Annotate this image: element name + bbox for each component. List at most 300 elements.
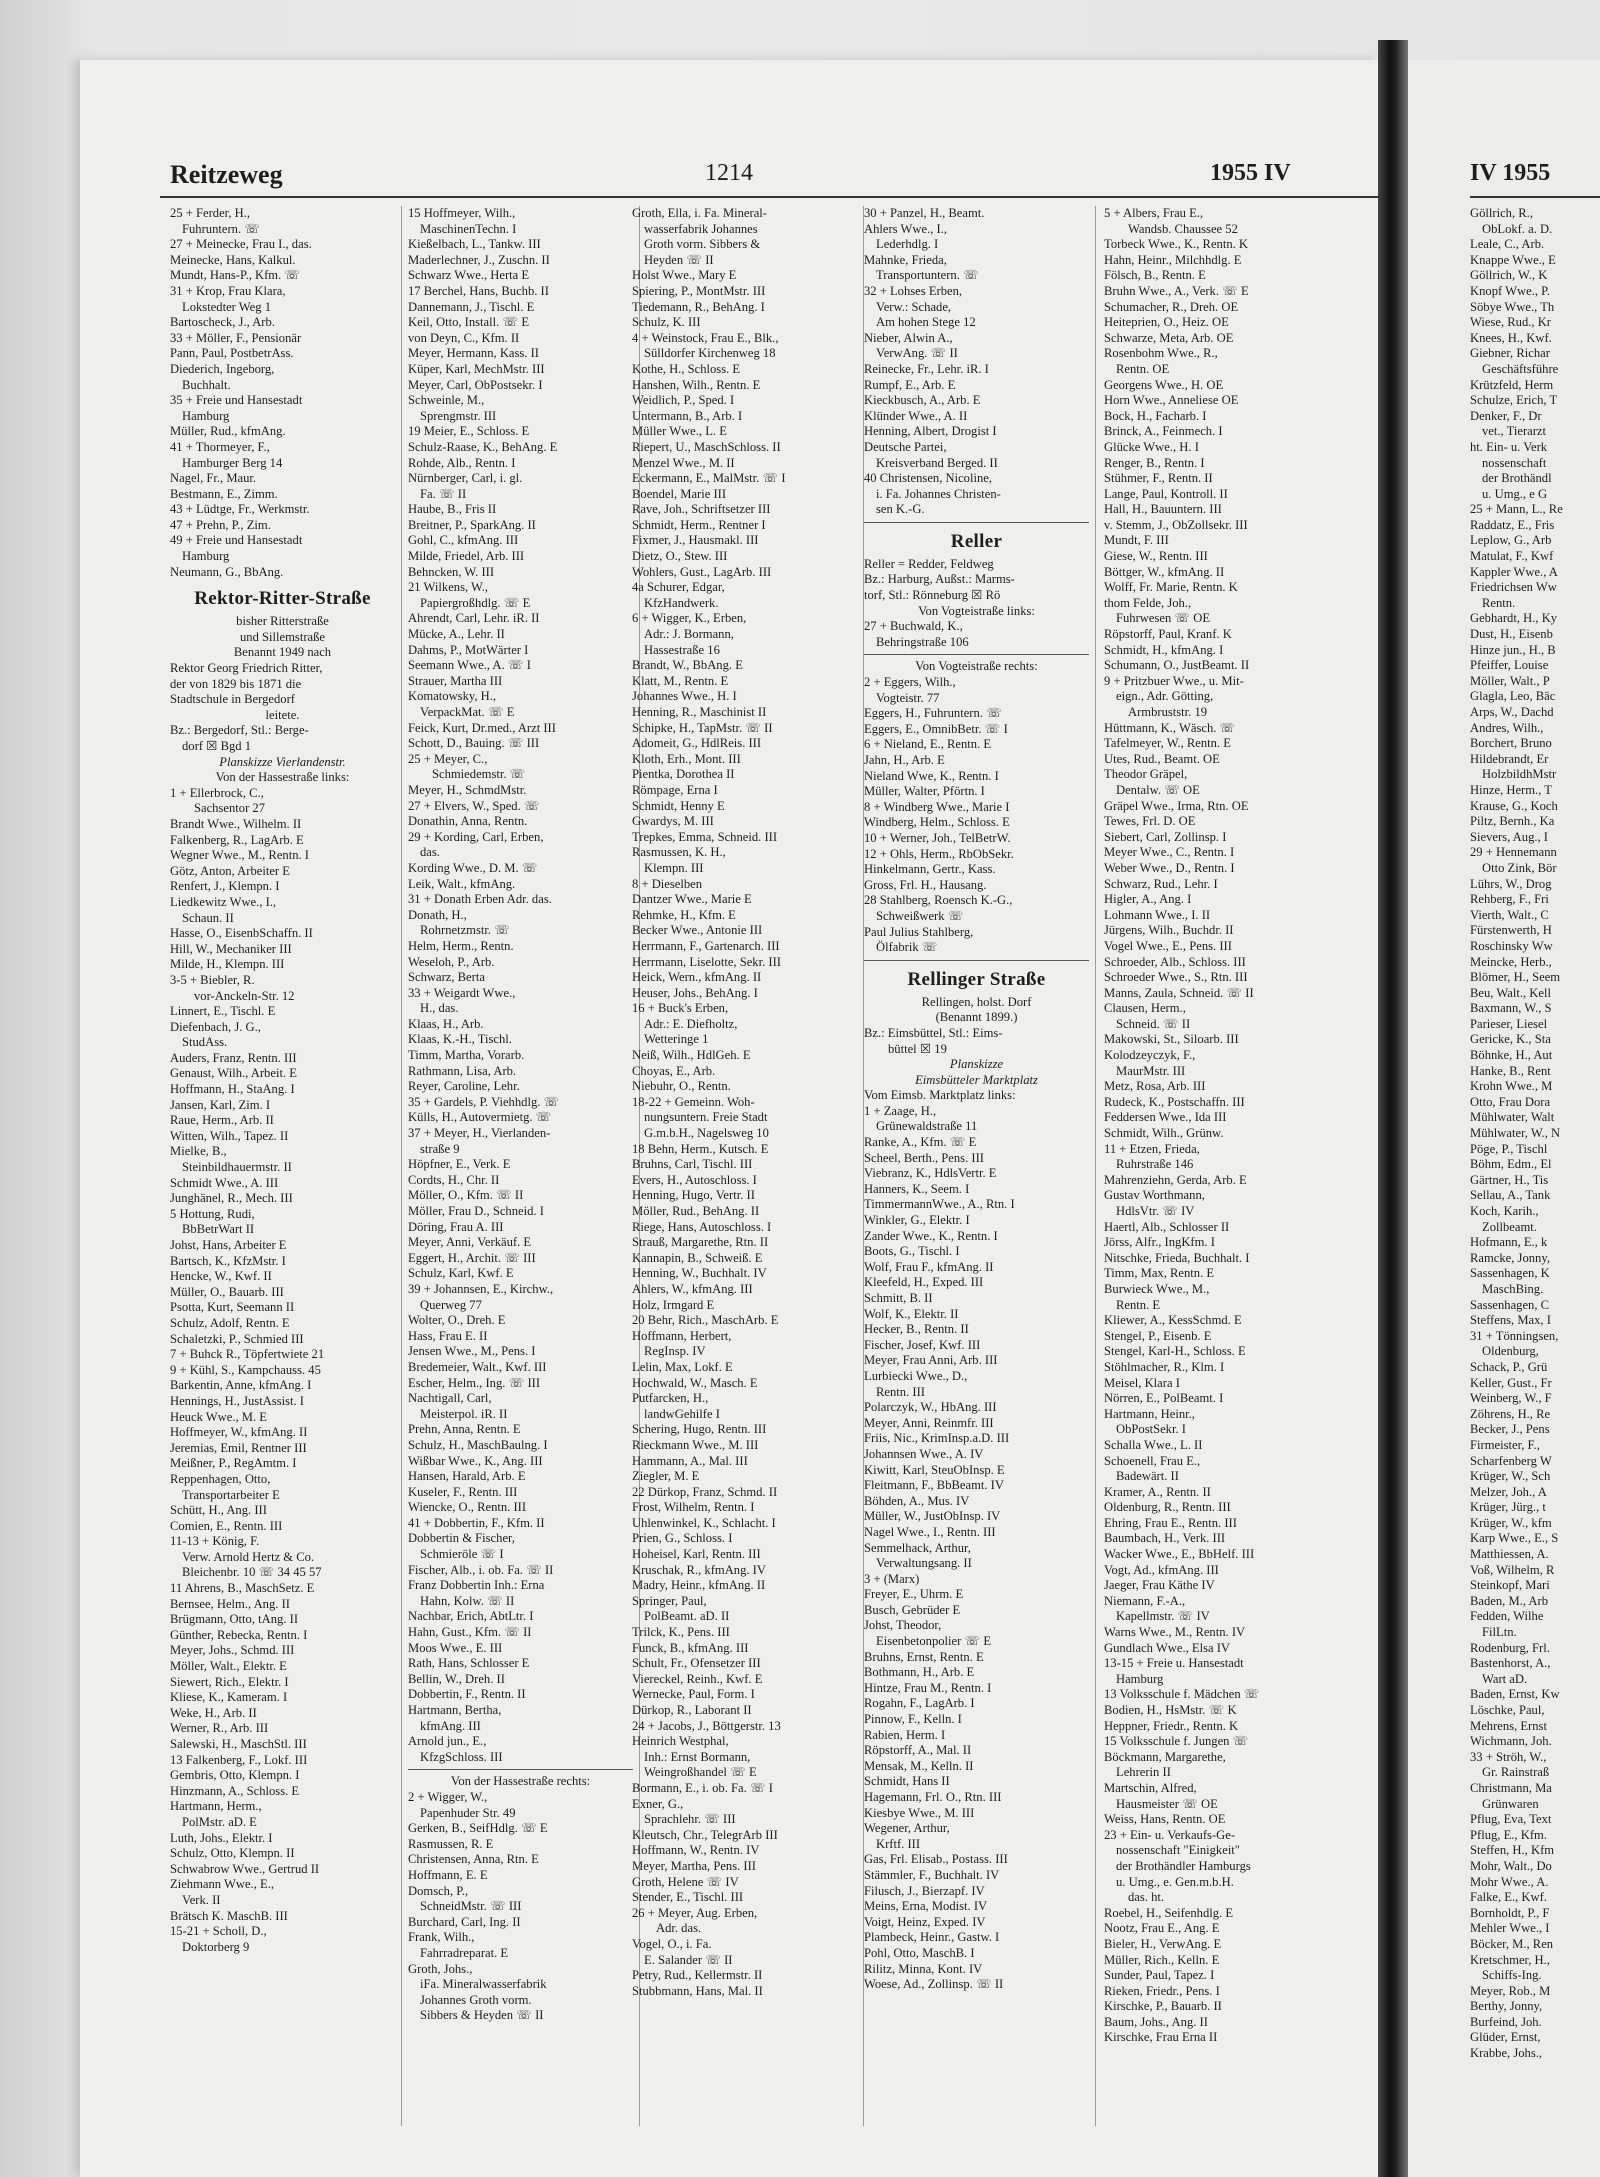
directory-entry: Klaas, K.-H., Tischl. [408, 1032, 512, 1047]
directory-entry: Ziehmann Wwe., E., [170, 1877, 274, 1892]
street-heading: Rektor-Ritter-Straße [194, 588, 371, 610]
directory-entry: Rieken, Friedr., Pens. I [1104, 1983, 1220, 1998]
directory-entry: 15 Hoffmeyer, Wilh., [408, 206, 516, 220]
directory-entry: Niemann, F.-A., [1104, 1593, 1186, 1608]
directory-entry: 40 Christensen, Nicoline, [864, 471, 993, 486]
directory-entry: Schmidt, Hans II [864, 1774, 950, 1789]
directory-entry: Warns Wwe., M., Rentn. IV [1104, 1625, 1246, 1640]
directory-entry: Pann, Paul, PostbetrAss. [170, 346, 294, 361]
directory-entry: Krüger, W., Sch [1470, 1469, 1551, 1484]
directory-entry: Dannemann, J., Tischl. E [408, 299, 535, 314]
directory-entry: Rohde, Alb., Rentn. I [408, 455, 516, 470]
directory-entry: 11-13 + König, F. [170, 1534, 260, 1549]
directory-entry: Schulz, Karl, Kwf. E [408, 1266, 514, 1281]
directory-entry: Verk. II [182, 1892, 221, 1907]
directory-entry: VerwAng. ☏ II [876, 346, 958, 361]
directory-entry: Müller, Rich., Kelln. E [1104, 1952, 1220, 1967]
directory-entry: sen K.-G. [876, 502, 925, 517]
directory-entry: Junghänel, R., Mech. III [170, 1191, 293, 1206]
directory-entry: Freyer, E., Uhrm. E [864, 1587, 964, 1602]
directory-entry: Benannt 1949 nach [233, 645, 332, 660]
directory-entry: Söbye Wwe., Th [1470, 299, 1555, 314]
directory-entry: Sunder, Paul, Tapez. I [1104, 1968, 1215, 1983]
directory-entry: 19 Meier, E., Schloss. E [408, 424, 530, 439]
directory-entry: Helm, Herm., Rentn. [408, 938, 514, 953]
directory-entry: Horn Wwe., Anneliese OE [1104, 393, 1239, 408]
directory-entry: Baum, Johs., Ang. II [1104, 2014, 1208, 2029]
directory-entry: Trepkes, Emma, Schneid. III [632, 829, 778, 844]
directory-entry: Piltz, Bernh., Ka [1470, 814, 1555, 829]
directory-entry: Breitner, P., SparkAng. II [408, 517, 536, 532]
directory-entry: Paul Julius Stahlberg, [864, 924, 974, 939]
directory-entry: Windberg, Helm., Schloss. E [864, 815, 1010, 830]
directory-entry: Schwarz, Berta [408, 970, 485, 985]
directory-entry: Baumbach, H., Verk. III [1104, 1531, 1226, 1546]
directory-entry: Göllrich, W., K [1470, 268, 1548, 283]
directory-entry: 22 Dürkop, Franz, Schmd. II [632, 1484, 778, 1499]
directory-entry: 7 + Buhck R., Töpfertwiete 21 [170, 1347, 325, 1362]
directory-entry: Glüder, Ernst, [1470, 2030, 1541, 2045]
directory-entry: Weber Wwe., D., Rentn. I [1104, 860, 1235, 875]
directory-entry: Riege, Hans, Autoschloss. I [632, 1219, 772, 1234]
directory-entry: Buchhalt. [182, 377, 231, 392]
directory-entry: Dobbertin, F., Rentn. II [408, 1687, 526, 1702]
directory-entry: Bz.: Bergedorf, Stl.: Berge- [170, 723, 309, 738]
directory-entry: Gerken, B., SeifHdlg. ☏ E [408, 1821, 548, 1836]
directory-entry: 13 Falkenberg, F., Lokf. III [170, 1752, 308, 1767]
directory-entry: Lange, Paul, Kontroll. II [1104, 486, 1228, 501]
directory-entry: 28 Stahlberg, Roensch K.-G., [864, 893, 1013, 908]
directory-entry: Müller, W., JustObInsp. IV [864, 1509, 1001, 1524]
directory-entry: Ranke, A., Kfm. ☏ E [864, 1135, 977, 1150]
directory-entry: 6 + Wigger, K., Erben, [632, 611, 747, 626]
directory-entry: Frost, Wilhelm, Rentn. I [632, 1500, 755, 1515]
directory-entry: Stubbmann, Hans, Mal. II [632, 1983, 763, 1998]
directory-entry: Steinbildhauermstr. II [182, 1160, 292, 1175]
directory-entry: Otto Zink, Bör [1482, 860, 1557, 875]
directory-entry: Fürstenwerth, H [1470, 923, 1552, 938]
directory-entry: Meyer, Anni, Reinmfr. III [864, 1415, 994, 1430]
directory-entry: Eimsbütteler Marktplatz [915, 1072, 1038, 1087]
directory-entry: vor-Anckeln-Str. 12 [194, 988, 295, 1003]
directory-entry: Hochwald, W., Masch. E [632, 1375, 758, 1390]
directory-entry: Hall, H., Bauuntern. III [1104, 502, 1222, 517]
directory-entry: Nachtigall, Carl, [408, 1391, 492, 1406]
directory-entry: Lelin, Max, Lokf. E [632, 1359, 733, 1374]
directory-entry: Eckermann, E., MalMstr. ☏ I [632, 471, 786, 486]
directory-entry: BbBetrWart II [182, 1222, 255, 1237]
directory-entry: TimmermannWwe., A., Rtn. I [864, 1197, 1015, 1212]
directory-entry: Hartmann, Herm., [170, 1799, 262, 1814]
directory-entry: Schulz, K. III [632, 315, 701, 330]
directory-entry: Rodenburg, Frl. [1470, 1640, 1550, 1655]
directory-entry: H., das. [420, 1001, 459, 1016]
directory-entry: Friis, Nic., KrimInsp.a.D. III [864, 1431, 1010, 1446]
directory-entry: Siebert, Carl, Zollinsp. I [1104, 829, 1227, 844]
directory-entry: 43 + Lüdtge, Fr., Werkmstr. [170, 502, 310, 517]
directory-entry: Henning, W., Buchhalt. IV [632, 1266, 767, 1281]
directory-entry: Bock, H., Facharb. I [1104, 408, 1207, 423]
directory-entry: Schaletzki, P., Schmied III [170, 1331, 304, 1346]
directory-entry: Meyer, Anni, Verkäuf. E [408, 1235, 532, 1250]
directory-entry: Bruhns, Carl, Tischl. III [632, 1157, 753, 1172]
directory-entry: Hanke, B., Rent [1470, 1063, 1551, 1078]
directory-entry: Herrmann, Liselotte, Sekr. III [632, 954, 781, 969]
directory-entry: Pohl, Otto, MaschB. I [864, 1945, 975, 1960]
directory-entry: Clausen, Herm., [1104, 1001, 1186, 1016]
directory-entry: 35 + Freie und Hansestadt [170, 393, 303, 408]
directory-entry: Mohr Wwe., A. [1470, 1874, 1549, 1889]
directory-entry: Ramcke, Jonny, [1470, 1250, 1550, 1265]
directory-entry: thom Felde, Joh., [1104, 595, 1192, 610]
directory-entry: Schumann, O., JustBeamt. II [1104, 658, 1250, 673]
street-heading: Reller [950, 530, 1003, 552]
directory-entry: Meyer, Hermann, Kass. II [408, 346, 539, 361]
directory-entry: Kothe, H., Schloss. E [632, 361, 741, 376]
directory-entry: v. Stemm, J., ObZollsekr. III [1104, 517, 1248, 532]
directory-entry: Manns, Zaula, Schneid. ☏ II [1104, 985, 1254, 1000]
directory-entry: Torbeck Wwe., K., Rentn. K [1104, 237, 1249, 252]
directory-entry: 18 Behn, Herm., Kutsch. E [632, 1141, 769, 1156]
directory-entry: 8 + Dieselben [632, 876, 703, 891]
directory-entry: Rentn. [1482, 595, 1516, 610]
directory-entry: Mahrenziehn, Gerda, Arb. E [1104, 1172, 1247, 1187]
directory-entry: Möller, Walt., P [1470, 673, 1550, 688]
directory-entry: 31 + Krop, Frau Klara, [170, 283, 286, 298]
directory-entry: Bastenhorst, A., [1470, 1656, 1551, 1671]
directory-entry: Schweißwerk ☏ [876, 908, 964, 923]
directory-entry: Kleutsch, Chr., TelegrArb III [632, 1827, 778, 1842]
directory-entry: Kolodzeyczyk, F., [1104, 1048, 1196, 1063]
directory-entry: Menzel Wwe., M. II [632, 455, 735, 470]
directory-entry: Böckmann, Margarethe, [1104, 1749, 1226, 1764]
book-gutter [1378, 40, 1408, 2177]
directory-entry: Uhlenwinkel, K., Schlacht. I [632, 1515, 776, 1530]
directory-entry: Bz.: Eimsbüttel, Stl.: Eims- [864, 1025, 1003, 1040]
directory-entry: Viebranz, K., HdlsVertr. E [864, 1166, 997, 1181]
directory-entry: Krabbe, Johs., [1470, 2046, 1543, 2061]
directory-entry: Schulz, Otto, Klempn. II [170, 1846, 295, 1861]
directory-entry: Bredemeier, Walt., Kwf. III [408, 1359, 547, 1374]
directory-entry: Andres, Wilh., [1470, 720, 1544, 735]
directory-entry: Nürnberger, Carl, i. gl. [408, 471, 523, 486]
directory-entry: Baxmann, W., S [1470, 1001, 1552, 1016]
directory-entry: Bestmann, E., Zimm. [170, 486, 278, 501]
directory-entry: Kliese, K., Kameram. I [170, 1690, 288, 1705]
directory-entry: und Sillemstraße [240, 629, 325, 644]
directory-entry: Jürgens, Wilh., Buchdr. II [1104, 923, 1234, 938]
directory-entry: Jeremias, Emil, Rentner III [170, 1440, 307, 1455]
directory-entry: Transportuntern. ☏ [876, 268, 979, 283]
directory-entry: Sellau, A., Tank [1470, 1188, 1551, 1203]
directory-entry: Rohrnetzmstr. ☏ [420, 923, 510, 938]
directory-entry: Roschinsky Ww [1470, 938, 1553, 953]
directory-entry: Krüger, Jürg., t [1470, 1500, 1546, 1515]
directory-entry: Rieckmann Wwe., M. III [632, 1437, 759, 1452]
directory-entry: 24 + Jacobs, J., Böttgerstr. 13 [632, 1718, 781, 1733]
directory-entry: Vogel, O., i. Fa. [632, 1936, 712, 1951]
directory-entry: 18-22 + Gemeinn. Woh- [632, 1094, 755, 1109]
directory-entry: Ehring, Frau E., Rentn. III [1104, 1515, 1237, 1530]
right-page-column [1470, 206, 1600, 2126]
directory-entry: Otto, Frau Dora [1470, 1094, 1551, 1109]
directory-entry: Krohn Wwe., M [1470, 1079, 1553, 1094]
directory-entry: Weingroßhandel ☏ E [644, 1765, 757, 1780]
directory-entry: Schulz, H., MaschBaulng. I [408, 1437, 548, 1452]
directory-entry: Gundlach Wwe., Elsa IV [1104, 1640, 1231, 1655]
directory-entry: Geschäftsführe [1482, 361, 1559, 376]
directory-entry: 31 + Donath Erben Adr. das. [408, 892, 552, 907]
directory-entry: Prien, G., Schloss. I [632, 1531, 733, 1546]
directory-entry: Kannapin, B., Schweiß. E [632, 1250, 763, 1265]
directory-entry: Vierth, Walt., C [1470, 907, 1549, 922]
directory-entry: PolMstr. aD. E [182, 1814, 257, 1829]
directory-entry: 35 + Gardels, P. Viehhdlg. ☏ [408, 1094, 560, 1109]
directory-entry: 49 + Freie und Hansestadt [170, 533, 303, 548]
directory-entry: Weinberg, W., F [1470, 1391, 1552, 1406]
directory-entry: Gas, Frl. Elisab., Postass. III [864, 1852, 1008, 1867]
directory-entry: Wacker Wwe., E., BbHelf. III [1104, 1547, 1255, 1562]
directory-entry: Schaun. II [182, 910, 234, 925]
directory-entry: Stühmer, F., Rentn. II [1104, 471, 1213, 486]
directory-entry: Salewski, H., MaschStl. III [170, 1737, 307, 1751]
directory-entry: Kirschke, Frau Erna II [1104, 2030, 1218, 2045]
directory-entry: Rudeck, K., Postschaffn. III [1104, 1094, 1245, 1109]
directory-entry: Groth, Ella, i. Fa. Mineral- [632, 206, 768, 220]
directory-entry: Fa. ☏ II [420, 486, 467, 501]
directory-entry: Gohl, C., kfmAng. III [408, 533, 519, 548]
directory-entry: Trilck, K., Pens. III [632, 1625, 730, 1640]
directory-entry: Strauer, Martha III [408, 673, 503, 688]
directory-entry: Bleichenbr. 10 ☏ 34 45 57 [182, 1565, 322, 1580]
directory-entry: Meißner, P., RegAmtm. I [170, 1456, 297, 1471]
right-page-header: IV 1955 [1470, 160, 1551, 186]
directory-entry: Müller, Walter, Pförtn. I [864, 784, 985, 799]
directory-entry: Ahlers Wwe., I., [864, 221, 948, 236]
directory-entry: Meisterpol. iR. II [420, 1406, 508, 1421]
directory-entry: Schroeder Wwe., S., Rtn. III [1104, 970, 1248, 985]
directory-entry: u. Umg., e. Gen.m.b.H. [1116, 1874, 1234, 1889]
directory-entry: Heinrich Westphal, [632, 1734, 729, 1749]
directory-entry: StudAss. [182, 1035, 228, 1050]
directory-entry: Pflug, Eva, Text [1470, 1812, 1552, 1827]
directory-entry: Nagel, Fr., Maur. [170, 471, 257, 486]
directory-entry: Reller = Redder, Feldweg [864, 556, 994, 571]
directory-entry: Krftf. III [876, 1836, 921, 1851]
directory-entry: Von der Hassestraße links: [215, 770, 350, 785]
directory-entry: Siewert, Rich., Elektr. I [170, 1674, 289, 1689]
directory-entry: Hintze, Frau M., Rentn. I [864, 1680, 992, 1695]
directory-entry: Roebel, H., Seifenhdlg. E [1104, 1905, 1234, 1920]
directory-entry: Hansen, Harald, Arb. E [408, 1469, 526, 1484]
directory-entry: 11 Ahrens, B., MaschSetz. E [170, 1581, 315, 1596]
directory-entry: Meincke, Herb., [1470, 954, 1552, 969]
directory-entry: Groth vorm. Sibbers & [644, 237, 761, 252]
directory-entry: Groth, Helene ☏ IV [632, 1874, 739, 1889]
directory-entry: Götz, Anton, Arbeiter E [170, 863, 290, 878]
directory-entry: Rentn. E [1116, 1297, 1161, 1312]
directory-entry: Müller, O., Bauarb. III [170, 1284, 284, 1299]
directory-entry: Viereckel, Reinh., Kwf. E [632, 1671, 763, 1686]
directory-entry: Rasmussen, R. E [408, 1836, 494, 1851]
directory-entry: Mensak, M., Kelln. II [864, 1758, 974, 1773]
directory-entry: Wolff, Fr. Marie, Rentn. K [1104, 580, 1238, 595]
directory-entry: Hoffmann, W., Rentn. IV [632, 1843, 760, 1858]
directory-entry: Hahn, Gust., Kfm. ☏ II [408, 1625, 532, 1640]
directory-entry: Böhden, A., Mus. IV [864, 1493, 970, 1508]
directory-entry: Hofmann, E., k [1470, 1235, 1548, 1250]
directory-entry: Sievers, Aug., I [1470, 829, 1549, 844]
directory-entry: Giebner, Richar [1470, 346, 1550, 361]
directory-entry: Dürkop, R., Laborant II [632, 1703, 752, 1717]
directory-entry: Evers, H., Autoschloss. I [632, 1172, 757, 1187]
directory-entry: Bellin, W., Dreh. II [408, 1671, 505, 1686]
directory-entry: Auders, Franz, Rentn. III [170, 1050, 297, 1065]
directory-entry: Rasmussen, K. H., [632, 845, 726, 860]
directory-entry: Knopf Wwe., P. [1470, 283, 1550, 298]
directory-entry: Springer, Paul, [632, 1593, 707, 1608]
directory-entry: 6 + Nieland, E., Rentn. E [864, 737, 992, 752]
directory-entry: Papiergroßhdlg. ☏ E [420, 595, 531, 610]
directory-entry: Burfeind, Joh. [1470, 2014, 1542, 2029]
directory-entry: Diederich, Ingeborg, [170, 361, 275, 376]
directory-entry: Firmeister, F., [1470, 1437, 1540, 1452]
directory-entry: Adomeit, G., HdlReis. III [632, 736, 762, 751]
directory-entry: Steinkopf, Mari [1470, 1578, 1550, 1593]
directory-entry: 33 + Möller, F., Pensionär [170, 330, 302, 345]
directory-entry: Mehrens, Ernst [1470, 1718, 1547, 1733]
directory-entry: Johannes Groth vorm. [420, 1992, 532, 2007]
directory-entry: Verw.: Schade, [876, 299, 952, 314]
directory-entry: büttel ☒ 19 [888, 1041, 947, 1056]
directory-entry: Eggert, H., Archit. ☏ III [408, 1250, 536, 1265]
directory-entry: Pientka, Dorothea II [632, 767, 735, 782]
directory-entry: Schmiedemstr. ☏ [432, 767, 526, 782]
directory-entry: leitete. [265, 707, 300, 722]
directory-entry: Hildebrandt, Er [1470, 751, 1549, 766]
directory-entry: Weiss, Hans, Rentn. OE [1104, 1812, 1226, 1827]
directory-entry: Hencke, W., Kwf. II [170, 1269, 272, 1284]
directory-entry: Hahn, Heinr., Milchhdlg. E [1104, 252, 1242, 267]
directory-entry: Von der Hassestraße rechts: [450, 1774, 591, 1789]
directory-entry: Kuseler, F., Rentn. III [408, 1484, 518, 1499]
directory-entry: 33 + Ströh, W., [1470, 1749, 1547, 1764]
directory-entry: Kiwitt, Karl, SteuObInsp. E [864, 1462, 1005, 1477]
directory-entry: Vom Eimsb. Marktplatz links: [864, 1088, 1016, 1103]
directory-entry: Steffen, H., Kfm [1470, 1843, 1555, 1858]
directory-entry: 5 Hottung, Rudi, [170, 1206, 255, 1221]
page-header-year: 1955 IV [1210, 160, 1291, 186]
directory-entry: Nörren, E., PolBeamt. I [1104, 1391, 1224, 1406]
directory-entry: 13 Volksschule f. Mädchen ☏ [1104, 1687, 1260, 1702]
directory-entry: Inh.: Ernst Bormann, [644, 1749, 751, 1764]
directory-entry: Meins, Erna, Modist. IV [864, 1899, 988, 1914]
directory-entry: Denker, F., Dr [1470, 408, 1542, 423]
directory-entry: Von Vogteistraße links: [918, 603, 1035, 618]
directory-entry: Fuhruntern. ☏ [182, 221, 261, 236]
directory-entry: 1 + Zaage, H., [864, 1103, 937, 1118]
directory-entry: Becker Wwe., Antonie III [632, 923, 763, 938]
directory-entry: 9 + Pritzbuer Wwe., u. Mit- [1104, 673, 1244, 688]
directory-entry: Timm, Martha, Vorarb. [408, 1048, 525, 1063]
directory-entry: iFa. Mineralwasserfabrik [420, 1977, 547, 1992]
directory-entry: FilLtn. [1482, 1625, 1517, 1640]
street-heading: Rellinger Straße [907, 968, 1046, 990]
directory-entry: Georgens Wwe., H. OE [1104, 377, 1224, 392]
directory-entry: Fölsch, B., Rentn. E [1104, 268, 1206, 283]
directory-entry: Wegener, Arthur, [864, 1821, 950, 1836]
directory-entry: Heiteprien, O., Heiz. OE [1104, 315, 1229, 330]
directory-entry: Genaust, Wilh., Arbeit. E [170, 1066, 297, 1081]
directory-entry: Heick, Wern., kfmAng. II [632, 970, 762, 985]
directory-entry: Busch, Gebrüder E [864, 1602, 961, 1617]
directory-entry: Klünder Wwe., A. II [864, 408, 968, 423]
directory-entry: Bormann, E., i. ob. Fa. ☏ I [632, 1780, 773, 1795]
directory-entry: Luth, Johs., Elektr. I [170, 1830, 273, 1845]
directory-entry: Hartmann, Heinr., [1104, 1406, 1195, 1421]
directory-entry: Möller, Frau D., Schneid. I [408, 1204, 544, 1218]
directory-entry: Heyden ☏ II [644, 252, 714, 267]
directory-entry: Bruhn Wwe., A., Verk. ☏ E [1104, 283, 1249, 298]
directory-entry: von Deyn, C., Kfm. II [408, 330, 520, 345]
directory-entry: Friedrichsen Ww [1470, 580, 1557, 595]
directory-entry: Jahn, H., Arb. E [864, 753, 945, 767]
directory-entry: Neumann, G., BbAng. [170, 564, 284, 579]
directory-entry: Sülldorfer Kirchenweg 18 [644, 346, 776, 361]
directory-entry: Pinnow, F., Kelln. I [864, 1712, 962, 1727]
directory-entry: Hass, Frau E. II [408, 1328, 488, 1343]
directory-entry: Hartmann, Bertha, [408, 1703, 502, 1717]
directory-entry: Günther, Rebecka, Rentn. I [170, 1627, 308, 1642]
directory-entry: Johst, Theodor, [864, 1618, 942, 1633]
directory-entry: Meyer, H., SchmdMstr. [408, 782, 527, 797]
directory-entry: Heuser, Johs., BehAng. I [632, 985, 758, 1000]
directory-entry: Schneid. ☏ II [1116, 1016, 1191, 1031]
directory-entry: Fedden, Wilhe [1470, 1609, 1544, 1624]
directory-entry: Bz.: Harburg, Außst.: Marms- [864, 572, 1015, 587]
directory-entry: Henning, Hugo, Vertr. II [632, 1188, 755, 1203]
directory-entry: Burchard, Carl, Ing. II [408, 1914, 521, 1929]
directory-entry: Hamburger Berg 14 [182, 455, 283, 470]
directory-entry: Bernsee, Helm., Ang. II [170, 1596, 290, 1611]
directory-entry: Weke, H., Arb. II [170, 1705, 257, 1720]
directory-entry: Fischer, Alb., i. ob. Fa. ☏ II [408, 1562, 554, 1577]
directory-entry: Oldenburg, R., Rentn. III [1104, 1500, 1231, 1515]
directory-entry: PolBeamt. aD. II [644, 1609, 730, 1624]
directory-entry: Von Vogteistraße rechts: [915, 659, 1038, 674]
directory-entry: Hoffmann, Herbert, [632, 1328, 732, 1343]
page-number: 1214 [705, 160, 753, 186]
directory-entry: Am hohen Stege 12 [876, 315, 976, 330]
directory-entry: Putfarcken, H., [632, 1391, 709, 1406]
directory-entry: Schulze, Erich, T [1470, 393, 1558, 408]
directory-entry: Hassestraße 16 [644, 642, 720, 657]
directory-entry: 10 + Werner, Joh., TelBetrW. [864, 830, 1011, 845]
directory-entry: Kloth, Erh., Mont. III [632, 751, 741, 766]
directory-entry: Schack, P., Grü [1470, 1359, 1548, 1374]
directory-entry: Verwaltungsang. II [876, 1556, 972, 1571]
directory-entry: Hinzmann, A., Schloss. E [170, 1783, 300, 1798]
directory-entry: Filusch, J., Bierzapf. IV [864, 1883, 985, 1898]
directory-entry: Krüger, W., kfm [1470, 1515, 1552, 1530]
directory-entry: Gustav Worthmann, [1104, 1188, 1205, 1203]
directory-entry: Cordts, H., Chr. II [408, 1172, 500, 1187]
directory-entry: 47 + Prehn, P., Zim. [170, 517, 271, 532]
directory-entry: Franz Dobbertin Inh.: Erna [408, 1578, 545, 1593]
directory-entry: Schipke, H., TapMstr. ☏ II [632, 720, 773, 735]
directory-entry: Nagel Wwe., I., Rentn. III [864, 1524, 996, 1539]
directory-entry: Tiedemann, R., BehAng. I [632, 299, 765, 314]
